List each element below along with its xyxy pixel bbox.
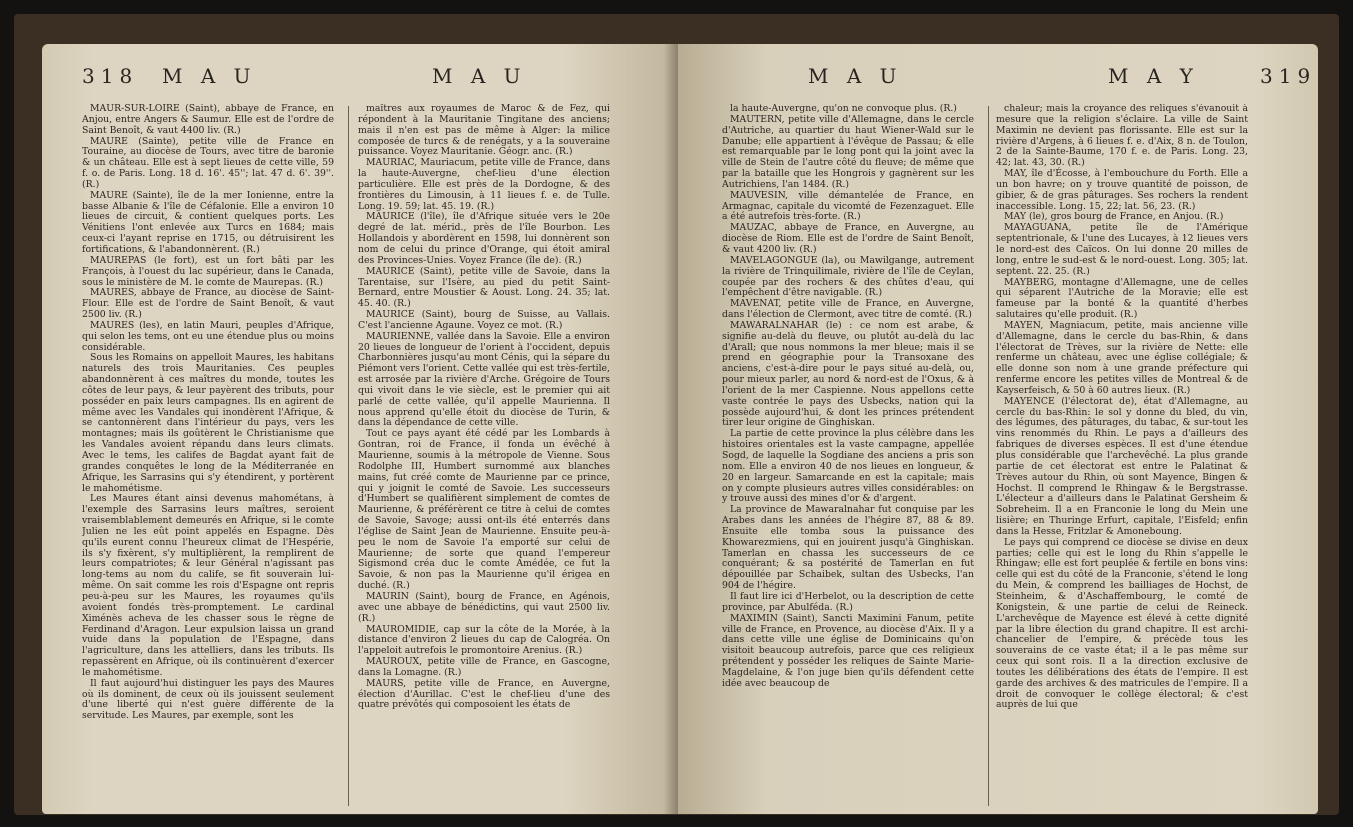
- dictionary-entry: MAURES (les), en latin Mauri, peuples d'Afrique, qui selon les tems, ont eu une étendue plus ou moins considérable.: [82, 319, 334, 353]
- dictionary-entry: MAVELAGONGUE (la), ou Mawilgange, autrement la rivière de Trinquilimale, rivière de l'île de Ceylan, coupée par des rochers & des chûtes d'eau, qui l'empêchent d'être navigable. (R.): [722, 254, 974, 299]
- dictionary-entry: La partie de cette province la plus célèbre dans les histoires orientales est la vaste campagne, appellée Sogd, de laquelle la Sogdiane des anciens a pris son nom. Elle a environ 40 de nos lieues en longueur, & 20 en largeur. Samarcande en est la capitale; mais on y compte plusieurs autres villes considérables: on y trouve aussi des mines d'or & d'argent.: [722, 428, 974, 505]
- dictionary-entry: MAUR-SUR-LOIRE (Saint), abbaye de France, en Anjou, entre Angers & Saumur. Elle est de l'ordre de Saint Benoît, & vaut 4400 liv. (R.): [82, 104, 334, 136]
- dictionary-entry: MAURICE (l'île), île d'Afrique située vers le 20e degré de lat. mérid., près de l'île Bourbon. Les Hollandois y abordèrent en 1598, lui donnèrent son nom de celui du prince d'Orange, qui étoit amiral des Provinces-Unies. Voyez France (île de). (R.): [358, 211, 610, 266]
- dictionary-entry: MAUROMIDIE, cap sur la côte de la Morée, à la distance d'environ 2 lieues du cap de Calogréa. On l'appeloit autrefois le promontoire Arenius. (R.): [358, 623, 610, 657]
- dictionary-entry: MAURE (Sainte), petite ville de France en Touraine, au diocèse de Tours, avec titre de baronie & un château. Elle est à sept lieues de cette ville, 59 f. o. de Paris. Long. 18 d. 16'. 45''; lat. 47 d. 6'. 39''. (R.): [82, 135, 334, 190]
- dictionary-entry: Tout ce pays ayant été cédé par les Lombards à Gontran, roi de France, il fonda un évêché à Maurienne, soumis à la métropole de Vienne. Sous Rodolphe III, Humbert surnommé aux blanches mains, fut créé comte de Maurienne par ce prince, qui y joignit le comté de Savoie. Les successeurs d'Humbert se qualifièrent simplement de comtes de Maurienne, & préférèrent ce titre à celui de comtes de Savoie, Savoge; aussi ont-ils été enterrés dans l'église de Saint Jean de Maurienne. Ensuite peu-à-peu le nom de Savoie l'a emporté sur celui de Maurienne; de sorte que quand l'empereur Sigismond créa duc le comte Amédée, ce fut la Savoie, & non pas la Maurienne qu'il érigea en duché. (R.): [358, 428, 610, 592]
- page-number: 319: [1260, 64, 1317, 88]
- running-head-right: M A Y: [1108, 64, 1199, 88]
- dictionary-entry: Il faut aujourd'hui distinguer les pays des Maures où ils dominent, de ceux où ils jouissent seulement d'une liberté qui n'est guère différente de la servitude. Les Maures, par exemple, sont les: [82, 677, 334, 722]
- dictionary-entry: MAWARALNAHAR (le) : ce nom est arabe, & signifie au-delà du fleuve, ou plutôt au-delà du lac d'Arall; que nous nommons la mer bleue; mais il se prend en géographie pour la Transoxane des anciens, c'est-à-dire pour le pays situé au-delà, ou, pour mieux parler, au nord & nord-est de l'Oxus, & à l'orient de la mer Caspienne. Nous appellons cette vaste contrée le pays des Usbecks, nation qui la possède aujourd'hui, & dont les princes prétendent tirer leur origine de Ginghiskan.: [722, 319, 974, 429]
- dictionary-entry: MAURS, petite ville de France, en Auvergne, élection d'Aurillac. C'est le chef-lieu d'une des quatre prévôtés qui composoient les états de: [358, 677, 610, 711]
- dictionary-entry: MAUZAC, abbaye de France, en Auvergne, au diocèse de Riom. Elle est de l'ordre de Saint Benoît, & vaut 4200 liv. (R.): [722, 222, 974, 255]
- dictionary-entry: MAYAGUANA, petite île de l'Amérique septentrionale, & l'une des Lucayes, à 12 lieues vers le nord-est des Caïcos. On lui donne 20 milles de long, entre le sud-est & le nord-ouest. Long. 305; lat. septent. 22. 25. (R.): [996, 222, 1248, 277]
- left-page: [42, 44, 678, 814]
- page-number: 318: [82, 64, 139, 88]
- right-page-column-2: [996, 104, 1248, 804]
- dictionary-entry: Il faut lire ici d'Herbelot, ou la description de cette province, par Abulféda. (R.): [722, 590, 974, 613]
- dictionary-entry: MAYEN, Magniacum, petite, mais ancienne ville d'Allemagne, dans le cercle du bas-Rhin, & dans l'électorat de Trèves, sur la rivière de Nette: elle renferme un château, avec une église collégiale; & elle donne son nom à une grande préfecture qui renferme encore les petites villes de Montreal & de Kayserfeisch, & 50 à 60 autres lieux. (R.): [996, 319, 1248, 396]
- dictionary-entry: MAURIAC, Mauriacum, petite ville de France, dans la haute-Auvergne, chef-lieu d'une élection particulière. Elle est près de la Dordogne, & des frontières du Limousin, à 11 lieues f. e. de Tulle. Long. 19. 59; lat. 45. 19. (R.): [358, 157, 610, 212]
- dictionary-entry: chaleur; mais la croyance des reliques s'évanouit à mesure que la religion s'éclaire. La ville de Saint Maximin ne devient pas florissante. Elle est sur la rivière d'Argens, à 6 lieues f. e. d'Aix, 8 n. de Toulon, 2 de la Sainte-Baume, 170 f. e. de Paris. Long. 23, 42; lat. 43, 30. (R.): [996, 104, 1248, 169]
- dictionary-entry: MAUVESIN, ville démantelée de France, en Armagnac, capitale du vicomté de Fezenzaguet. Elle a été autrefois très-forte. (R.): [722, 189, 974, 223]
- dictionary-entry: Le pays qui comprend ce diocèse se divise en deux parties; celle qui est le long du Rhin s'appelle le Rhingaw; elle est fort peuplée & fertile en bons vins: celle qui est du côté de la Franconie, s'étend le long du Mein, & comprend les bailliages de Hochst, de Steinheim, & d'Aschaffembourg, le comté de Konigstein, & une partie de celui de Reineck. L'archevêque de Mayence est élevé à cette dignité par la libre élection du grand chapitre. Il est archi-chancelier de l'empire, & précède tous les souverains de ce vaste état; il a le pas même sur ceux qui sont rois. Il a la direction exclusive de toutes les délibérations des états de l'empire. Il est garde des archives & des matricules de l'empire. Il a droit de convoquer le collège électoral; & c'est auprès de lui que: [996, 536, 1248, 711]
- dictionary-entry: MAYBERG, montagne d'Allemagne, une de celles qui séparent l'Autriche de la Moravie; elle est fameuse par la bonté & la quantité d'herbes salutaires qu'elle produit. (R.): [996, 276, 1248, 321]
- left-page-column-1: [82, 104, 334, 804]
- column-rule: [988, 106, 989, 806]
- dictionary-entry: MAUROUX, petite ville de France, en Gascogne, dans la Lomagne. (R.): [358, 656, 610, 678]
- dictionary-entry: MAY, île d'Écosse, à l'embouchure du Forth. Elle a un bon havre; on y trouve quantité de poisson, de gibier, & de gras pâturages. Ses rochers la rendent inaccessible. Long. 15, 22; lat. 56, 23. (R.): [996, 168, 1248, 212]
- right-page-header: [678, 64, 1318, 94]
- dictionary-entry: MAUTERN, petite ville d'Allemagne, dans le cercle d'Autriche, au quartier du haut Wiener-Wald sur le Danube; elle appartient à l'évêque de Passau; & elle est remarquable par le long pont qui la joint avec la ville de Stein de l'autre côté du fleuve; de même que par la bataille que les Hongrois y gagnèrent sur les Autrichiens, l'an 1484. (R.): [722, 113, 974, 190]
- column-rule: [348, 106, 349, 806]
- dictionary-entry: MAURES, abbaye de France, au diocèse de Saint-Flour. Elle est de l'ordre de Saint Benoît, & vaut 2500 liv. (R.): [82, 287, 334, 321]
- dictionary-entry: MAURE (Sainte), île de la mer Ionienne, entre la basse Albanie & l'île de Céfalonie. Elle a environ 10 lieues de circuit, & contient quelques ports. Les Vénitiens l'ont enlevée aux Turcs en 1684; mais ceux-ci l'ayant reprise en 1715, ou détruisirent les fortifications, & l'abandonnèrent. (R.): [82, 189, 334, 255]
- dictionary-entry: MAXIMIN (Saint), Sancti Maximini Fanum, petite ville de France, en Provence, au diocèse d'Aix. Il y a dans cette ville une église de Dominicains qu'on visitoit beaucoup autrefois, parce que ces religieux prétendent y posséder les reliques de Sainte Marie-Magdelaine, & l'on juge bien qu'ils défendent cette idée avec beaucoup de: [722, 612, 974, 689]
- dictionary-entry: MAUREPAS (le fort), est un fort bâti par les François, à l'ouest du lac supérieur, dans le Canada, sous le ministère de M. le comte de Maurepas. (R.): [82, 254, 334, 288]
- dictionary-entry: maîtres aux royaumes de Maroc & de Fez, qui répondent à la Mauritanie Tingitane des anciens; mais il n'en est pas de même à Alger: la milice composée de turcs & de renégats, y a la souveraine puissance. Voyez Mauritanie. Géogr. anc. (R.): [358, 104, 610, 158]
- dictionary-entry: MAURIENNE, vallée dans la Savoie. Elle a environ 20 lieues de longueur de l'orient à l'occident, depuis Charbonnières jusqu'au mont Cénis, qui la sépare du Piémont vers l'orient. Cette vallée qui est très-fertile, est arrosée par la rivière d'Arche. Grégoire de Tours qui vivoit dans le vie siècle, est le premier qui ait parlé de cette vallée, qu'il appelle Maurienna. Il nous apprend qu'elle étoit du diocèse de Turin, & dans la dépendance de cette ville.: [358, 330, 610, 429]
- right-page: [678, 44, 1318, 814]
- dictionary-entry: MAURICE (Saint), bourg de Suisse, au Vallais. C'est l'ancienne Agaune. Voyez ce mot. (R.): [358, 309, 610, 331]
- dictionary-entry: MAYENCE (l'électorat de), état d'Allemagne, au cercle du bas-Rhin: le sol y donne du bled, du vin, des légumes, des pâturages, du tabac, & sur-tout les vins renommés du Rhin. Le pays a d'ailleurs des fabriques de diverses espèces. Il est d'une étendue plus considérable que l'archevêché. La plus grande partie de cet électorat est entre le Palatinat & Trèves autour du Rhin, où sont Mayence, Bingen & Hochst. Il comprend le Rhingaw & le Bergstrasse. L'électeur a d'ailleurs dans le Palatinat Gersheim & Sobreheim. Il a en Franconie le long du Mein une lisière; en Thuringe Erfurt, capitale, l'Eisfeld; enfin dans la Hesse, Fritzlar & Amoneboung.: [996, 395, 1248, 537]
- dictionary-entry: MAURICE (Saint), petite ville de Savoie, dans la Tarentaise, sur l'Isère, au pied du petit Saint-Bernard, entre Moustier & Aoust. Long. 24. 35; lat. 45. 40. (R.): [358, 265, 610, 310]
- running-head-left: M A U: [808, 64, 903, 88]
- book-spread: [14, 14, 1339, 815]
- left-page-column-2: [358, 104, 610, 804]
- dictionary-entry: la haute-Auvergne, qu'on ne convoque plus. (R.): [730, 104, 957, 114]
- dictionary-entry: Sous les Romains on appelloit Maures, les habitans naturels des trois Mauritanies. Ces peuples abandonnèrent à ces maîtres du monde, toutes les côtes de leur pays, & leur payèrent des tributs, pour posséder en paix leurs campagnes. Ils en agirent de même avec les Vandales qui inondèrent l'Afrique, & se cantonnèrent dans l'intérieur du pays, vers les montagnes; mais ils goûtèrent le Christianisme que les Vandales avoient répandu dans leurs climats. Avec le tems, les califes de Bagdat ayant fait de grandes conquêtes le long de la Méditerranée en Afrique, les Sarrasins qui s'y étendirent, y portèrent le mahométisme.: [82, 352, 334, 494]
- right-page-column-1: [722, 104, 974, 804]
- running-head-right: M A U: [432, 64, 527, 88]
- running-head-left: M A U: [162, 64, 257, 88]
- dictionary-entry: MAVENAT, petite ville de France, en Auvergne, dans l'élection de Clermont, avec titre de comté. (R.): [722, 298, 974, 321]
- dictionary-entry: La province de Mawaralnahar fut conquise par les Arabes dans les années de l'hégire 87, 88 & 89. Ensuite elle tomba sous la puissance des Khowarezmiens, qui en jouirent jusqu'à Ginghiskan. Tamerlan en chassa les successeurs de ce conquérant; & sa postérité de Tamerlan en fut dépouillée par Schaibek, sultan des Usbecks, l'an 904 de l'hégire.: [722, 504, 974, 592]
- dictionary-entry: MAURIN (Saint), bourg de France, en Agénois, avec une abbaye de bénédictins, qui vaut 2500 liv. (R.): [358, 590, 610, 624]
- left-page-header: [42, 64, 678, 94]
- dictionary-entry: MAY (le), gros bourg de France, en Anjou. (R.): [1004, 211, 1224, 223]
- dictionary-entry: Les Maures étant ainsi devenus mahométans, à l'exemple des Sarrasins leurs maîtres, seroient vraisemblablement demeurés en Afrique, si le comte Julien ne les eût point appelés en Espagne. Dès qu'ils eurent connu l'heureux climat de l'Hespérie, ils s'y fixèrent, s'y multiplièrent, la remplirent de leurs compatriotes; & leur Général n'agissant pas long-tems au nom du calife, se fit souverain lui-même. On sait comme les rois d'Espagne ont repris peu-à-peu sur les Maures, les royaumes qu'ils avoient fondés très-promptement. Le cardinal Ximénès acheva de les chasser sous le règne de Ferdinand d'Aragon. Leur expulsion laissa un grand vuide dans la population de l'Espagne, dans l'agriculture, dans les attelliers, dans les tributs. Ils repassèrent en Afrique, où ils continuèrent d'exercer le mahométisme.: [82, 493, 334, 678]
